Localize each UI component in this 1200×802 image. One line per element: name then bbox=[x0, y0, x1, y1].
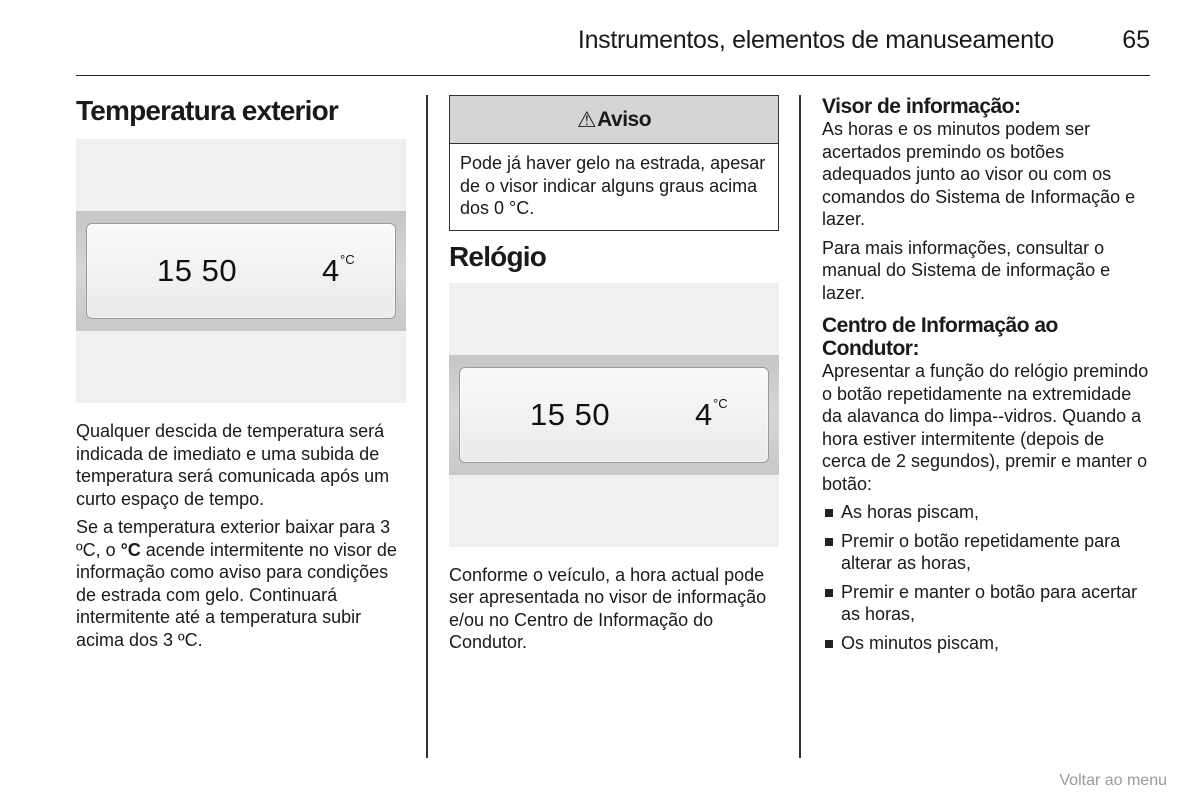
steps-list bbox=[822, 501, 1152, 654]
display-time: 15 50 bbox=[157, 253, 238, 288]
warning-text: Pode já haver gelo na estrada, apesar de o visor indicar alguns graus acima dos 0 °C. bbox=[460, 153, 766, 218]
display-screen bbox=[459, 367, 769, 463]
display-time: 15 50 bbox=[530, 396, 611, 432]
clock-display-illustration bbox=[449, 283, 779, 547]
column-clock bbox=[449, 95, 779, 654]
column-outside-temperature bbox=[76, 95, 406, 651]
column-divider-right bbox=[799, 95, 801, 758]
subheading-info-display: Visor de informação: bbox=[822, 95, 1021, 118]
paragraph-more-info: Para mais informações, consultar o manual do Sistema de informação e lazer. bbox=[822, 237, 1111, 303]
back-to-menu-link[interactable]: Voltar ao menu bbox=[1059, 772, 1167, 789]
section-heading-clock: Relógio bbox=[449, 240, 547, 272]
display-bezel bbox=[449, 355, 779, 475]
display-temperature-unit: °C bbox=[713, 395, 728, 411]
page-number: 65 bbox=[1122, 26, 1150, 54]
display-screen bbox=[86, 223, 396, 319]
list-item: As horas piscam, bbox=[822, 501, 1152, 524]
warning-triangle-icon: ⚠ bbox=[576, 106, 597, 132]
paragraph-ice-warning-text-end: acende intermitente no visor de informação como aviso para condições de estrada com gelo. Continuará intermitente até a temperatura subir acima dos 3 ºC. bbox=[76, 539, 397, 650]
display-bezel bbox=[76, 211, 406, 331]
paragraph-driver-info-centre: Apresentar a função do relógio premindo o botão repetidamente na extremidade da alavanca do limpa--vidros. Quando a hora estiver intermitente (depois de cerca de 2 segundos), premir e manter o botão: bbox=[822, 361, 1149, 494]
display-temperature-unit: °C bbox=[340, 252, 355, 267]
page-header bbox=[76, 0, 1150, 76]
paragraph-temperature-change: Qualquer descida de temperatura será indicada de imediato e uma subida de temperatura será comunicada após um curto espaço de tempo. bbox=[76, 421, 390, 509]
subheading-driver-info-centre: Centro de Informação ao Condutor: bbox=[822, 314, 1058, 360]
warning-body bbox=[450, 144, 778, 230]
list-item: Premir e manter o botão para acertar as horas, bbox=[822, 581, 1152, 626]
warning-title: Aviso bbox=[597, 107, 652, 131]
column-setting-clock bbox=[822, 95, 1152, 660]
header-title: Instrumentos, elementos de manuseamento bbox=[577, 26, 1054, 54]
section-heading-outside-temperature: Temperatura exterior bbox=[76, 95, 339, 126]
display-temperature: 4 bbox=[695, 396, 713, 432]
display-temperature: 4 bbox=[322, 253, 340, 288]
warning-header bbox=[450, 96, 778, 144]
list-item: Os minutos piscam, bbox=[822, 632, 1152, 655]
column-divider-left bbox=[426, 95, 428, 758]
paragraph-clock-availability: Conforme o veículo, a hora actual pode ser apresentada no visor de informação e/ou no Centro de Informação do Condutor. bbox=[449, 564, 767, 652]
list-item: Premir o botão repetidamente para alterar as horas, bbox=[822, 530, 1152, 575]
paragraph-ice-warning-text: Se a temperatura exterior baixar para 3 ºC, o bbox=[76, 517, 391, 560]
info-display-illustration bbox=[76, 139, 406, 403]
paragraph-ice-warning bbox=[76, 516, 406, 651]
warning-box bbox=[449, 95, 779, 231]
paragraph-info-display: As horas e os minutos podem ser acertados premindo os botões adequados junto ao visor ou com os comandos do Sistema de Informação e lazer. bbox=[822, 119, 1136, 229]
celsius-symbol: °C bbox=[120, 539, 141, 560]
